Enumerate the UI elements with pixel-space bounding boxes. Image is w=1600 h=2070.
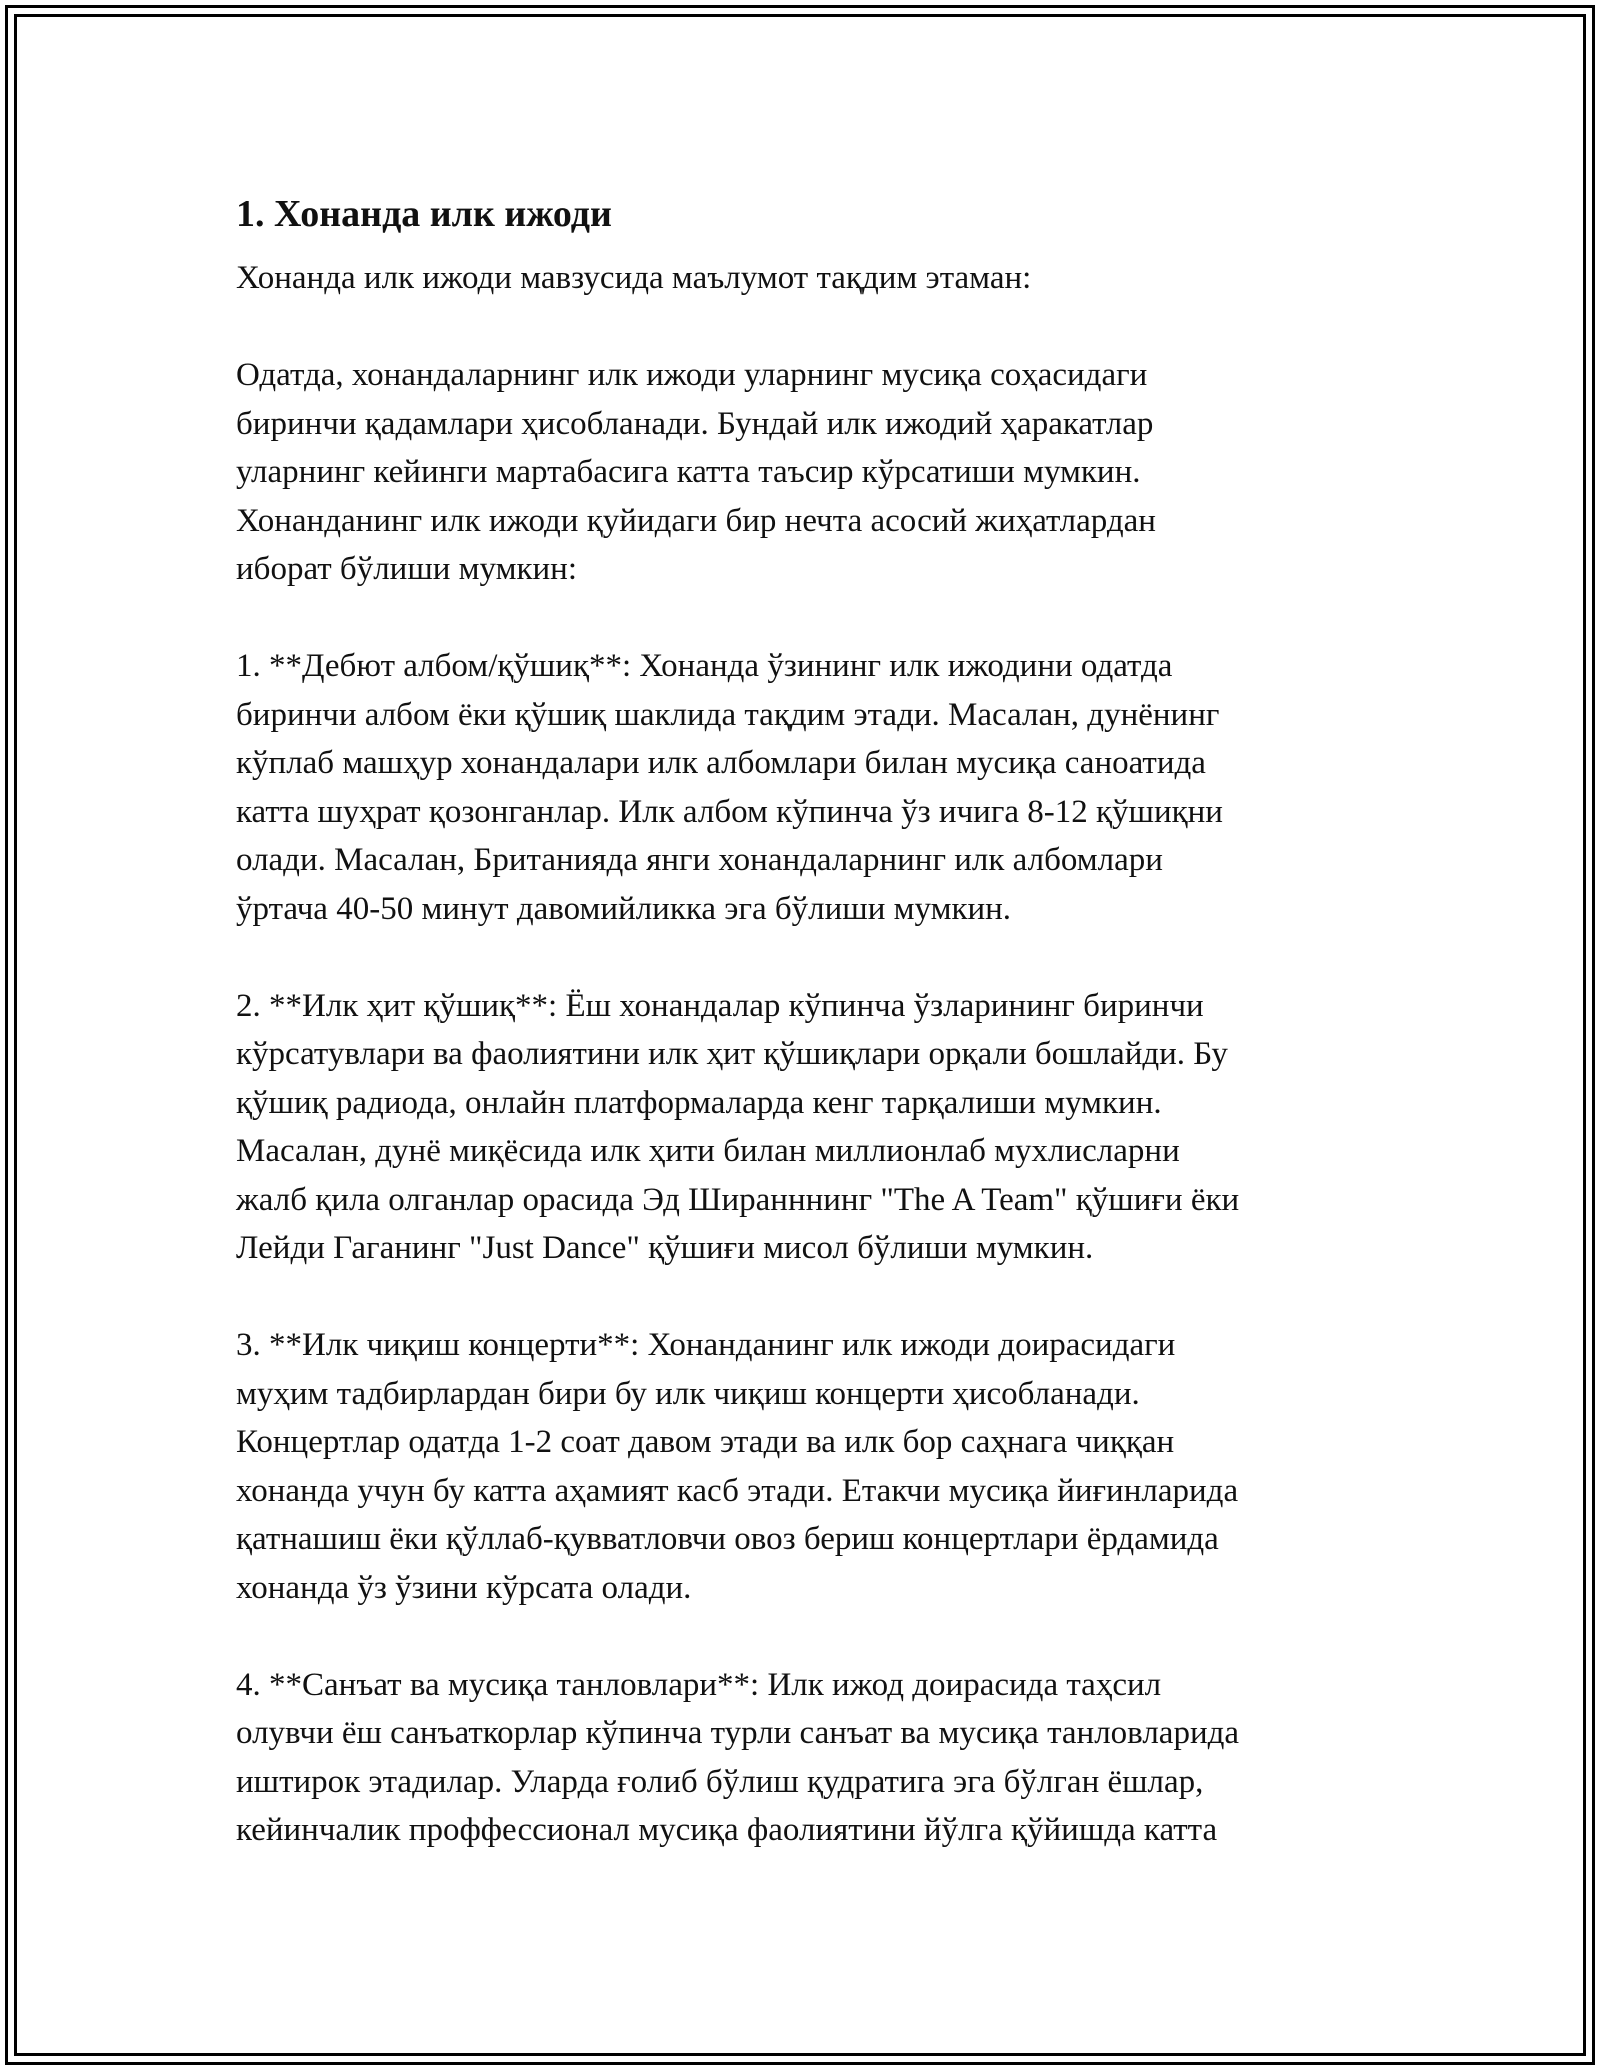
text-line: катта шуҳрат қозонганлар. Илк албом кўпинча ўз ичига 8-12 қўшиқни (236, 793, 1223, 830)
text-line: 1. **Дебют албом/қўшиқ**: Хонанда ўзининг илк ижодини одатда (236, 648, 1173, 684)
text-line: иштирок этадилар. Уларда ғолиб бўлиш қудратига эга бўлган ёшлар, (236, 1763, 1204, 1800)
text-line: хонанда учун бу катта аҳамият касб этади. Етакчи мусиқа йиғинларида (236, 1472, 1239, 1509)
text-line: Хонанда илк ижоди мавзусида маълумот тақдим этаман: (236, 260, 1032, 296)
text-line: кўрсатувлари ва фаолиятини илк ҳит қўшиқлари орқали бошлайди. Бу (236, 1036, 1228, 1072)
text-line: 2. **Илк ҳит қўшиқ**: Ёш хонандалар кўпинча ўзларининг биринчи (236, 987, 1204, 1024)
text-line: қатнашиш ёки қўллаб-қувватловчи овоз бериш концертлари ёрдамида (236, 1521, 1219, 1557)
text-line: 3. **Илк чиқиш концерти**: Хонанданинг илк ижоди доирасидаги (236, 1327, 1176, 1363)
text-line: кўплаб машҳур хонандалари илк албомлари билан мусиқа саноатида (236, 745, 1206, 781)
text-line: муҳим тадбирлардан бири бу илк чиқиш концерти ҳисобланади. (236, 1375, 1140, 1412)
paragraph (236, 254, 1400, 303)
text-line: қўшиқ радиода, онлайн платформаларда кенг тарқалиши мумкин. (236, 1084, 1162, 1121)
paragraph (236, 1321, 1400, 1612)
section-heading: 1. Хонанда илк ижоди (236, 193, 612, 235)
text-line: ўртача 40-50 минут давомийликка эга бўлиши мумкин. (236, 890, 1012, 927)
paragraph (236, 1661, 1400, 1855)
text-line: иборат бўлиши мумкин: (236, 551, 578, 587)
paragraph (236, 642, 1400, 933)
paragraph (236, 982, 1400, 1273)
text-line: Лейди Гаганинг "Just Dance" қўшиғи мисол бўлиши мумкин. (236, 1230, 1094, 1266)
text-line: Хонанданинг илк ижоди қуйидаги бир нечта асосий жиҳатлардан (236, 502, 1156, 539)
text-line: олувчи ёш санъаткорлар кўпинча турли санъат ва мусиқа танловларида (236, 1715, 1240, 1751)
text-line: кейинчалик проффессионал мусиқа фаолиятини йўлга қўйишда катта (236, 1812, 1218, 1848)
text-line: Одатда, хонандаларнинг илк ижоди уларнинг мусиқа соҳасидаги (236, 357, 1148, 393)
paragraph (236, 351, 1400, 594)
text-line: 4. **Санъат ва мусиқа танловлари**: Илк ижод доирасида таҳсил (236, 1666, 1162, 1703)
document-body (236, 186, 1400, 1855)
text-line: Концертлар одатда 1-2 соат давом этади ва илк бор саҳнага чиққан (236, 1424, 1175, 1460)
text-line: биринчи қадамлари ҳисобланади. Бундай илк ижодий ҳаракатлар (236, 405, 1154, 442)
text-line: биринчи албом ёки қўшиқ шаклида тақдим этади. Масалан, дунёнинг (236, 696, 1220, 733)
text-line: хонанда ўз ўзини кўрсата олади. (236, 1569, 692, 1606)
text-line: олади. Масалан, Британияда янги хонандаларнинг илк албомлари (236, 842, 1163, 878)
text-line: Масалан, дунё миқёсида илк ҳити билан миллионлаб мухлисларни (236, 1133, 1180, 1169)
paragraph-list (236, 254, 1400, 1855)
text-line: жалб қила олганлар орасида Эд Ширанннинг "The A Team" қўшиғи ёки (236, 1181, 1240, 1218)
text-line: уларнинг кейинги мартабасига катта таъсир кўрсатиши мумкин. (236, 454, 1141, 490)
